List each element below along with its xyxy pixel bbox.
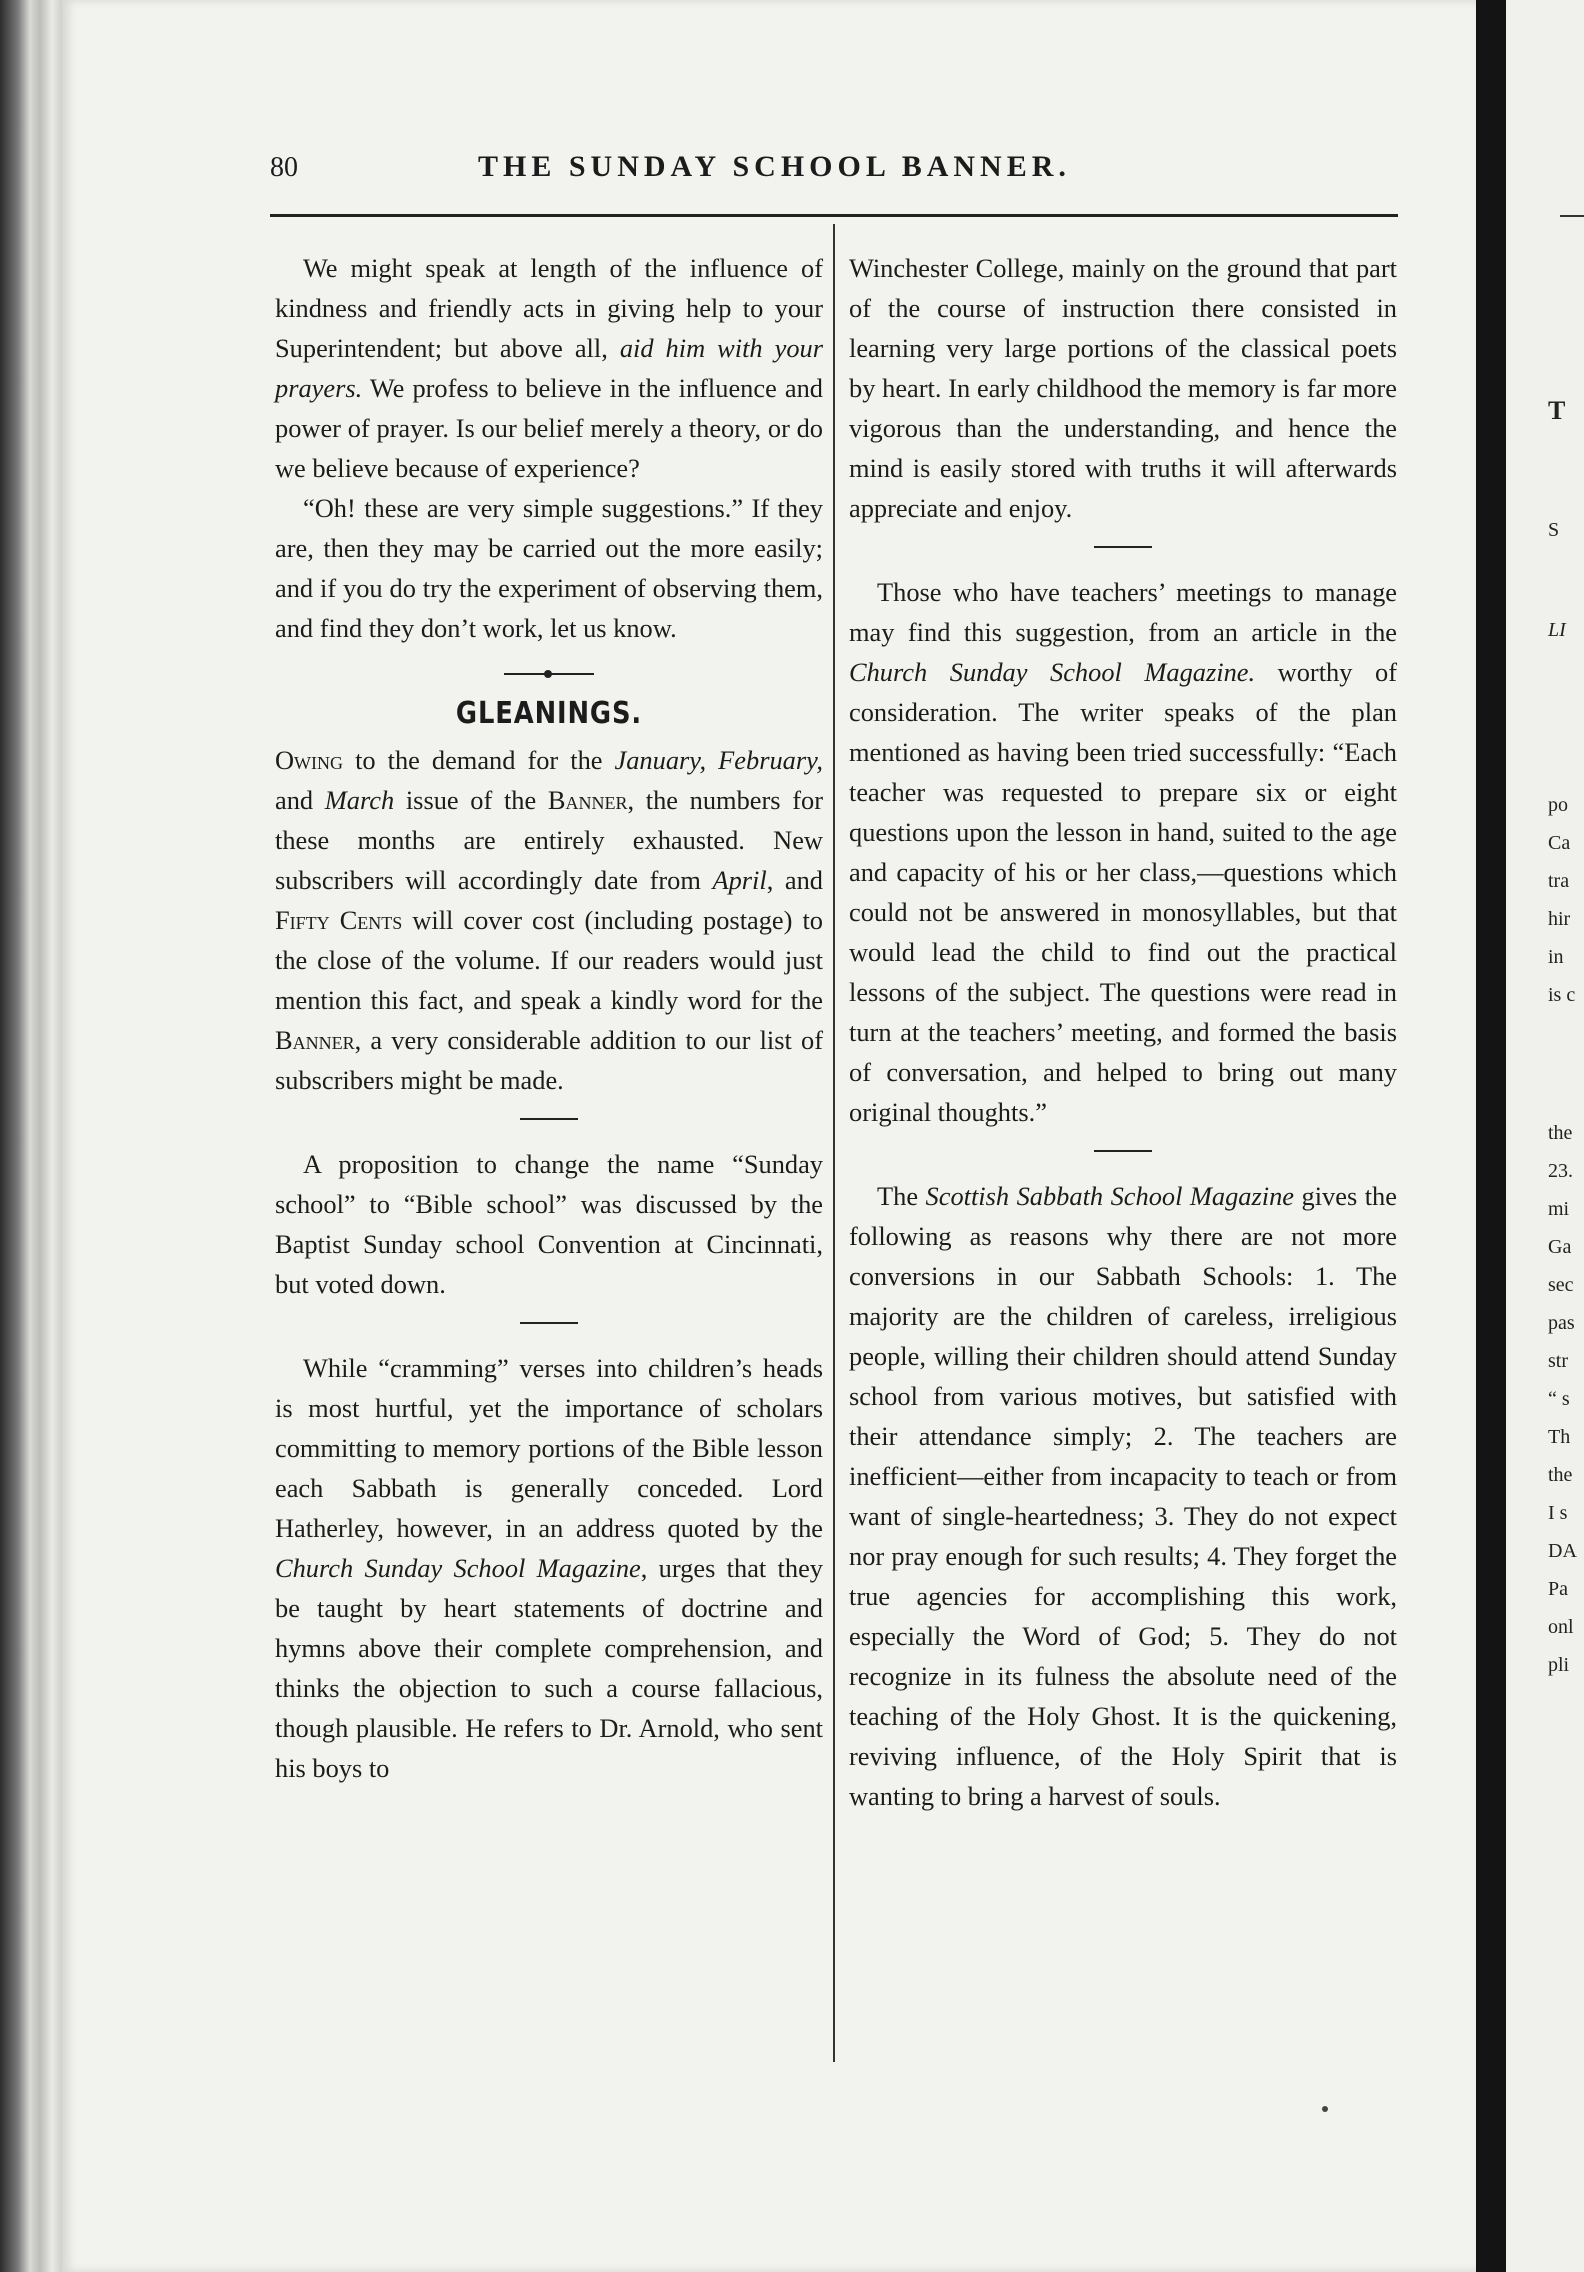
- header-rule: [270, 214, 1398, 217]
- facing-page-fragment: “ s: [1548, 1388, 1570, 1410]
- left-column: [275, 248, 823, 1788]
- paragraph-prayer: We might speak at length of the influence of kindness and friendly acts in giving help to your Superintendent; but above all, aid him with your prayers. We profess to believe in the influence and power of prayer. Is our belief merely a theory, or do we believe because of experience?: [275, 253, 823, 483]
- paragraph-winchester: Winchester College, mainly on the ground that part of the course of instruction there consisted in learning very large portions of the classical poets by heart. In early childhood the memory is far more vigorous than the understanding, and hence the mind is easily stored with truths it will afterwards appreciate and enjoy.: [849, 253, 1397, 523]
- facing-page-fragment: str: [1548, 1350, 1568, 1372]
- facing-page-fragment: Ga: [1548, 1236, 1572, 1258]
- facing-page-fragment: pli: [1548, 1654, 1570, 1676]
- facing-page-fragment: the: [1548, 1122, 1573, 1144]
- facing-page-fragment: LI: [1548, 619, 1566, 641]
- paragraph-suggestions: “Oh! these are very simple suggestions.” If they are, then they may be carried out the more easily; and if you do try the experiment of observing them, and find they don’t work, let us know.: [275, 493, 823, 643]
- page-number: 80: [270, 152, 298, 183]
- ink-speck: [1322, 2106, 1328, 2112]
- facing-page-fragment: Th: [1548, 1426, 1571, 1448]
- facing-page-fragment: Ca: [1548, 832, 1571, 854]
- facing-page-fragment: pas: [1548, 1312, 1575, 1334]
- facing-page-fragment: 23.: [1548, 1160, 1573, 1182]
- rule-separator: [1094, 546, 1152, 548]
- facing-page-fragment: hir: [1548, 908, 1571, 930]
- paragraph-cramming: While “cramming” verses into children’s heads is most hurtful, yet the importance of scholars committing to memory portions of the Bible lesson each Sabbath is generally conceded. Lord Hatherley, however, in an address quoted by the Church Sunday School Magazine, urges that they be taught by heart statements of doctrine and hymns above their complete comprehension, and thinks the objection to such a course fallacious, though plausible. He refers to Dr. Arnold, who sent his boys to: [275, 1353, 823, 1783]
- column-divider: [833, 224, 835, 2062]
- facing-page-fragment: Pa: [1548, 1578, 1568, 1600]
- paragraph-back-issues: Owing to the demand for the January, February, and March issue of the Banner, the numbers for these months are entirely exhausted. New subscribers will accordingly date from April, and Fifty Cents will cover cost (including postage) to the close of the volume. If our readers would just mention this fact, and speak a kindly word for the Banner, a very considerable addition to our list of subscribers might be made.: [275, 745, 823, 1095]
- paragraph-bible-school: A proposition to change the name “Sunday school” to “Bible school” was discussed by the Baptist Sunday school Convention at Cincinnati, but voted down.: [275, 1149, 823, 1299]
- facing-page-fragment: DA: [1548, 1540, 1577, 1562]
- facing-page-fragment: tra: [1548, 870, 1570, 892]
- facing-page-fragment: is c: [1548, 984, 1576, 1006]
- ornament-separator: [504, 670, 594, 678]
- facing-page-fragment: in: [1548, 946, 1564, 968]
- facing-page-fragment: mi: [1548, 1198, 1570, 1220]
- rule-separator: [520, 1322, 578, 1324]
- facing-page-fragment: S: [1548, 519, 1560, 541]
- facing-page-fragment: the: [1548, 1464, 1573, 1486]
- facing-page-fragment: po: [1548, 794, 1568, 816]
- book-binding-edge: [0, 0, 70, 2272]
- rule-separator: [1094, 1150, 1152, 1152]
- section-heading: GLEANINGS.: [455, 696, 643, 731]
- rule-separator: [520, 1118, 578, 1120]
- facing-page-fragment: onl: [1548, 1616, 1574, 1638]
- facing-page-fragment: sec: [1548, 1274, 1574, 1296]
- facing-page-fragment: I s: [1548, 1502, 1568, 1524]
- facing-page-fragment: T: [1548, 396, 1566, 425]
- facing-page-edge: [1506, 0, 1584, 2272]
- facing-page-rule: [1560, 215, 1584, 217]
- paragraph-teachers-meetings: Those who have teachers’ meetings to manage may find this suggestion, from an article in the Church Sunday School Magazine. worthy of consideration. The writer speaks of the plan mentioned as having been tried successfully: “Each teacher was requested to prepare six or eight questions upon the lesson in hand, suited to the age and capacity of his or her class,—questions which could not be answered in monosyllables, but that would lead the child to find out the practical lessons of the subject. The questions were read in turn at the teachers’ meeting, and formed the basis of conversation, and helped to bring out many original thoughts.”: [849, 577, 1397, 1127]
- right-column: [849, 248, 1397, 1816]
- paragraph-conversions: The Scottish Sabbath School Magazine gives the following as reasons why there are not more conversions in our Sabbath Schools: 1. The majority are the children of careless, irreligious people, willing their children should attend Sunday school from various motives, but satisfied with their attendance simply; 2. The teachers are inefficient—either from incapacity to teach or from want of single-heartedness; 3. They do not expect nor pray enough for such results; 4. They forget the true agencies for accomplishing this work, especially the Word of God; 5. They do not recognize in its fulness the absolute need of the teaching of the Holy Ghost. It is the quickening, reviving influence, of the Holy Spirit that is wanting to bring a harvest of souls.: [849, 1181, 1397, 1811]
- book-gutter: [1476, 0, 1506, 2272]
- running-title: THE SUNDAY SCHOOL BANNER.: [478, 150, 1071, 183]
